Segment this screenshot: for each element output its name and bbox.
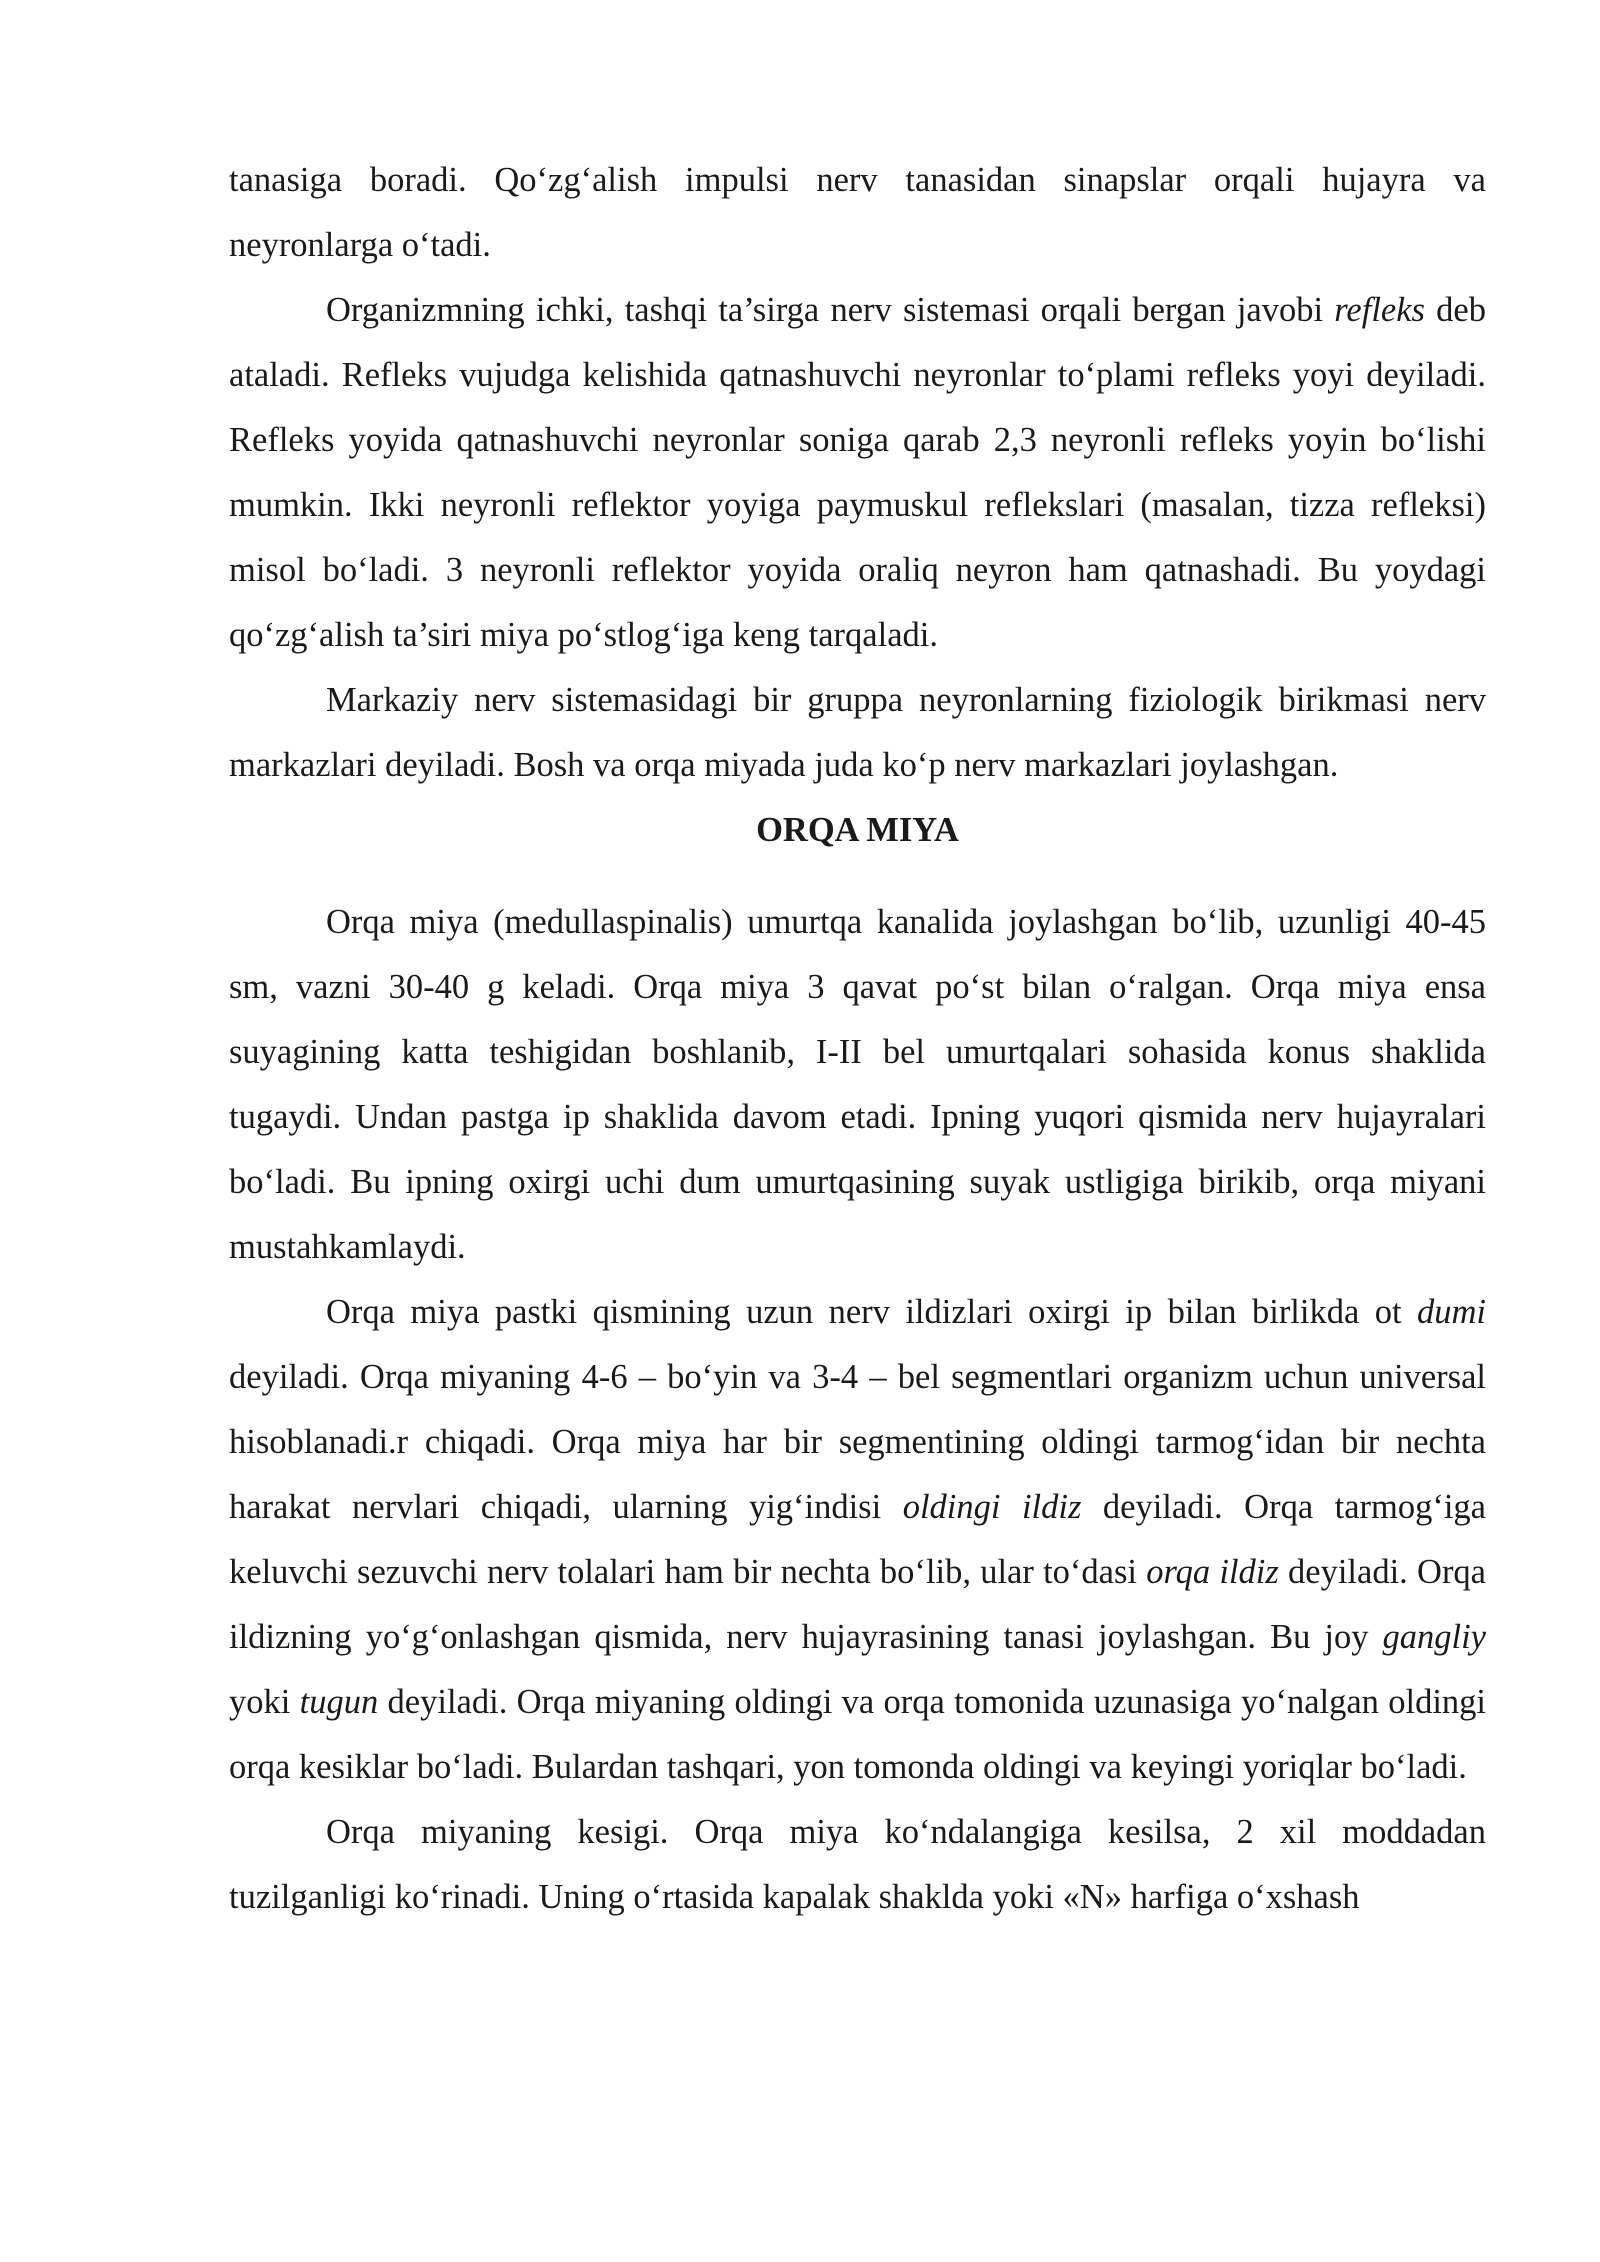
document-page	[229, 148, 1486, 1930]
paragraph-5-text-d: deyiladi. Orqa ildizning yo‘g‘onlashgan qismida, nerv hujayrasining tanasi joylashgan. Bu joy	[229, 1553, 1486, 1656]
term-dumi: dumi	[1417, 1293, 1486, 1331]
term-refleks: refleks	[1334, 291, 1425, 329]
paragraph-5	[229, 1280, 1486, 1800]
paragraph-4-text: Orqa miya (medullaspinalis) umurtqa kanalida joylashgan bo‘lib, uzunligi 40-45 sm, vazni 30-40 g keladi. Orqa miya 3 qavat po‘st bilan o‘ralgan. Orqa miya ensa suyagining katta teshigidan boshlanib, I-II bel umurtqalari sohasida konus shaklida tugaydi. Undan pastga ip shaklida davom etadi. Ipning yuqori qismida nerv hujayralari bo‘ladi. Bu ipning oxirgi uchi dum umurtqasining suyak ustligiga birikib, orqa miyani mustahkamlaydi.	[229, 903, 1486, 1266]
paragraph-6-text: Orqa miyaning kesigi. Orqa miya ko‘ndalangiga kesilsa, 2 xil moddadan tuzilganligi ko‘rinadi. Uning o‘rtasida kapalak shaklda yoki «N» harfiga o‘xshash	[229, 1813, 1486, 1916]
paragraph-5-text-e: yoki	[229, 1683, 300, 1721]
section-heading: ORQA MIYA	[756, 811, 959, 849]
paragraph-5-text-c: deyiladi. Orqa tarmog‘iga keluvchi sezuvchi nerv tolalari ham bir nechta bo‘lib, ular to‘dasi	[229, 1488, 1486, 1591]
paragraph-5-text-b: deyiladi. Orqa miyaning 4-6 – bo‘yin va 3-4 – bel segmentlari organizm uchun universal hisoblanadi.r chiqadi. Orqa miya har bir segmentining oldingi tarmog‘idan bir nechta harakat nervlari chiqadi, ularning yig‘indisi	[229, 1358, 1486, 1526]
term-oldingi-ildiz: oldingi ildiz	[902, 1488, 1082, 1526]
paragraph-1-text: tanasiga boradi. Qo‘zg‘alish impulsi nerv tanasidan sinapslar orqali hujayra va neyronlarga o‘tadi.	[229, 161, 1486, 264]
paragraph-2-text-b: deb ataladi. Refleks vujudga kelishida qatnashuvchi neyronlar to‘plami refleks yoyi deyiladi. Refleks yoyida qatnashuvchi neyronlar soniga qarab 2,3 neyronli refleks yoyin bo‘lishi mumkin. Ikki neyronli reflektor yoyiga paymuskul reflekslari (masalan, tizza refleksi) misol bo‘ladi. 3 neyronli reflektor yoyida oraliq neyron ham qatnashadi. Bu yoydagi qo‘zg‘alish ta’siri miya po‘stlog‘iga keng tarqaladi.	[229, 291, 1486, 654]
term-tugun: tugun	[299, 1683, 379, 1721]
paragraph-3-text: Markaziy nerv sistemasidagi bir gruppa neyronlarning fiziologik birikmasi nerv markazlari deyiladi. Bosh va orqa miyada juda ko‘p nerv markazlari joylashgan.	[229, 681, 1486, 784]
term-gangliy: gangliy	[1382, 1618, 1486, 1656]
paragraph-5-text-a: Orqa miya pastki qismining uzun nerv ildizlari oxirgi ip bilan birlikda ot	[326, 1293, 1417, 1331]
paragraph-3	[229, 668, 1486, 798]
paragraph-6	[229, 1800, 1486, 1930]
paragraph-2-text-a: Organizmning ichki, tashqi ta’sirga nerv sistemasi orqali bergan javobi	[326, 291, 1335, 329]
paragraph-2	[229, 278, 1486, 668]
paragraph-4	[229, 890, 1486, 1280]
paragraph-1	[229, 148, 1486, 278]
term-orqa-ildiz: orqa ildiz	[1146, 1553, 1279, 1591]
paragraph-5-text-f: deyiladi. Orqa miyaning oldingi va orqa tomonida uzunasiga yo‘nalgan oldingi orqa kesiklar bo‘ladi. Bulardan tashqari, yon tomonda oldingi va keyingi yoriqlar bo‘ladi.	[229, 1683, 1486, 1786]
